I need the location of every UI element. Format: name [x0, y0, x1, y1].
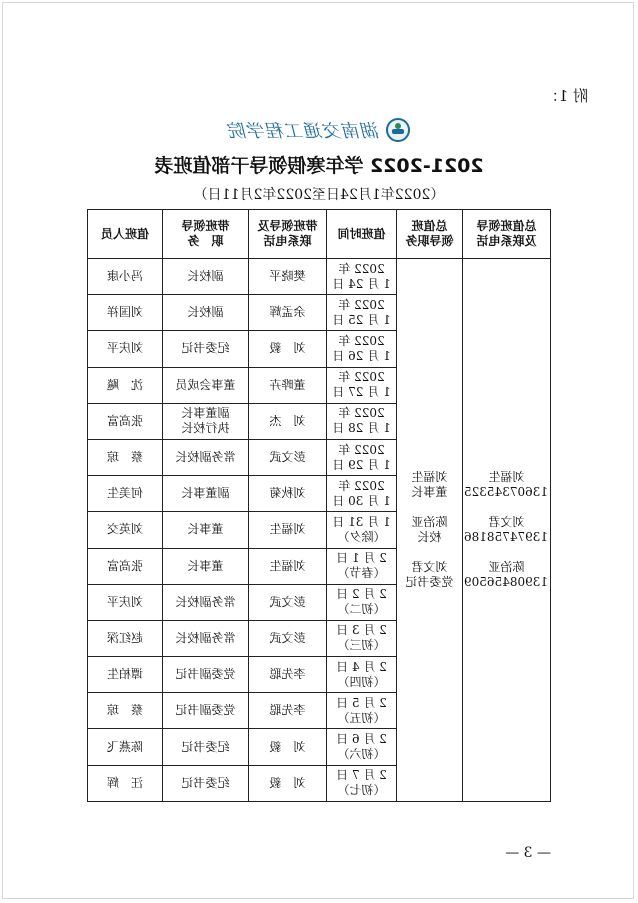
duty-time-cell: 2 月 1 日 （春节）: [327, 548, 397, 584]
table-header-row: [88, 210, 551, 259]
header-staff: 值班人员: [88, 210, 163, 259]
page-title: 2021-2022 学年寒假领导干部值班表: [154, 155, 484, 177]
leader-position-cell: 副校长: [163, 295, 249, 331]
leader-position-cell: 纪委书记: [163, 729, 249, 765]
duty-time-cell: 2 月 7 日 （初七）: [327, 765, 397, 801]
staff-cell: 刘国祥: [88, 295, 163, 331]
header-chief-leader-contact: 总值班领导 及联系电话: [463, 210, 551, 259]
header-leader-position: 带班领导 职 务: [163, 210, 249, 259]
staff-cell: 赵红深: [88, 620, 163, 656]
leader-position-cell: 党委副书记: [163, 657, 249, 693]
leader-position-cell: 常务副校长: [163, 620, 249, 656]
page-number: — 3 —: [505, 845, 551, 861]
duty-time-cell: 2 月 5 日 （初五）: [327, 693, 397, 729]
chief-leader-contact-cell: 刘福生 13607345325 刘文君 13974758186 陈治亚 13908456509: [463, 259, 551, 802]
chief-leader-position-cell: 刘福生 董事长 陈治亚 校长 刘文君 党委书记: [397, 259, 463, 802]
staff-cell: 沈 飚: [88, 367, 163, 403]
school-name: 湖南交通工程学院: [228, 121, 380, 142]
duty-time-cell: 2 月 6 日 （初六）: [327, 729, 397, 765]
leader-cell: 刘秋菊: [249, 476, 327, 512]
duty-time-cell: 2022 年 1 月 25 日: [327, 295, 397, 331]
page-subtitle: （2022年1月24日至2022年2月11日）: [193, 187, 445, 203]
staff-cell: 刘庆平: [88, 584, 163, 620]
staff-cell: 张高富: [88, 403, 163, 439]
header-leader-contact: 带班领导及 联系电话: [249, 210, 327, 259]
duty-table: [87, 209, 551, 802]
leader-cell: 刘 杰: [249, 403, 327, 439]
leader-position-cell: 纪委书记: [163, 331, 249, 367]
leader-cell: 刘 毅: [249, 765, 327, 801]
staff-cell: 蔡 琼: [88, 439, 163, 475]
leader-position-cell: 董事长: [163, 512, 249, 548]
duty-time-cell: 2 月 2 日 （初二）: [327, 584, 397, 620]
staff-cell: 冯小康: [88, 259, 163, 295]
staff-cell: 蔡 琼: [88, 693, 163, 729]
leader-cell: 董晔卉: [249, 367, 327, 403]
leader-cell: 樊晓平: [249, 259, 327, 295]
leader-cell: 刘福生: [249, 512, 327, 548]
table-row: [88, 259, 551, 295]
duty-time-cell: 2022 年 1 月 24 日: [327, 259, 397, 295]
leader-position-cell: 董事长: [163, 548, 249, 584]
staff-cell: 刘英交: [88, 512, 163, 548]
leader-cell: 刘 毅: [249, 729, 327, 765]
header-chief-leader-position: 总值班 领导职务: [397, 210, 463, 259]
leader-cell: 余孟辉: [249, 295, 327, 331]
leader-position-cell: 常务副校长: [163, 439, 249, 475]
duty-time-cell: 2022 年 1 月 27 日: [327, 367, 397, 403]
header-duty-time: 值班时间: [327, 210, 397, 259]
leader-position-cell: 副董事长: [163, 476, 249, 512]
duty-time-cell: 2022 年 1 月 28 日: [327, 403, 397, 439]
annex-label: 附 1：: [543, 87, 588, 105]
leader-cell: 刘 毅: [249, 331, 327, 367]
staff-cell: 刘庆平: [88, 331, 163, 367]
staff-cell: 张高富: [88, 548, 163, 584]
leader-position-cell: 党委副书记: [163, 693, 249, 729]
duty-time-cell: 2 月 3 日 （初三）: [327, 620, 397, 656]
leader-cell: 刘福生: [249, 548, 327, 584]
leader-position-cell: 纪委书记: [163, 765, 249, 801]
leader-position-cell: 董事会成员: [163, 367, 249, 403]
leader-position-cell: 副校长: [163, 259, 249, 295]
school-header: [220, 116, 410, 144]
duty-time-cell: 1 月 31 日 （除夕）: [327, 512, 397, 548]
staff-cell: 陈燕飞: [88, 729, 163, 765]
leader-cell: 彭文武: [249, 620, 327, 656]
leader-cell: 李先聪: [249, 693, 327, 729]
staff-cell: 汪 辉: [88, 765, 163, 801]
duty-time-cell: 2 月 4 日 （初四）: [327, 657, 397, 693]
leader-position-cell: 常务副校长: [163, 584, 249, 620]
staff-cell: 谭柏生: [88, 657, 163, 693]
leader-cell: 李先聪: [249, 657, 327, 693]
leader-position-cell: 副董事长 执行校长: [163, 403, 249, 439]
school-logo-icon: [386, 118, 410, 142]
duty-time-cell: 2022 年 1 月 26 日: [327, 331, 397, 367]
leader-cell: 彭文武: [249, 439, 327, 475]
leader-cell: 彭文武: [249, 584, 327, 620]
duty-time-cell: 2022 年 1 月 29 日: [327, 439, 397, 475]
staff-cell: 何美生: [88, 476, 163, 512]
duty-time-cell: 2022 年 1 月 30 日: [327, 476, 397, 512]
